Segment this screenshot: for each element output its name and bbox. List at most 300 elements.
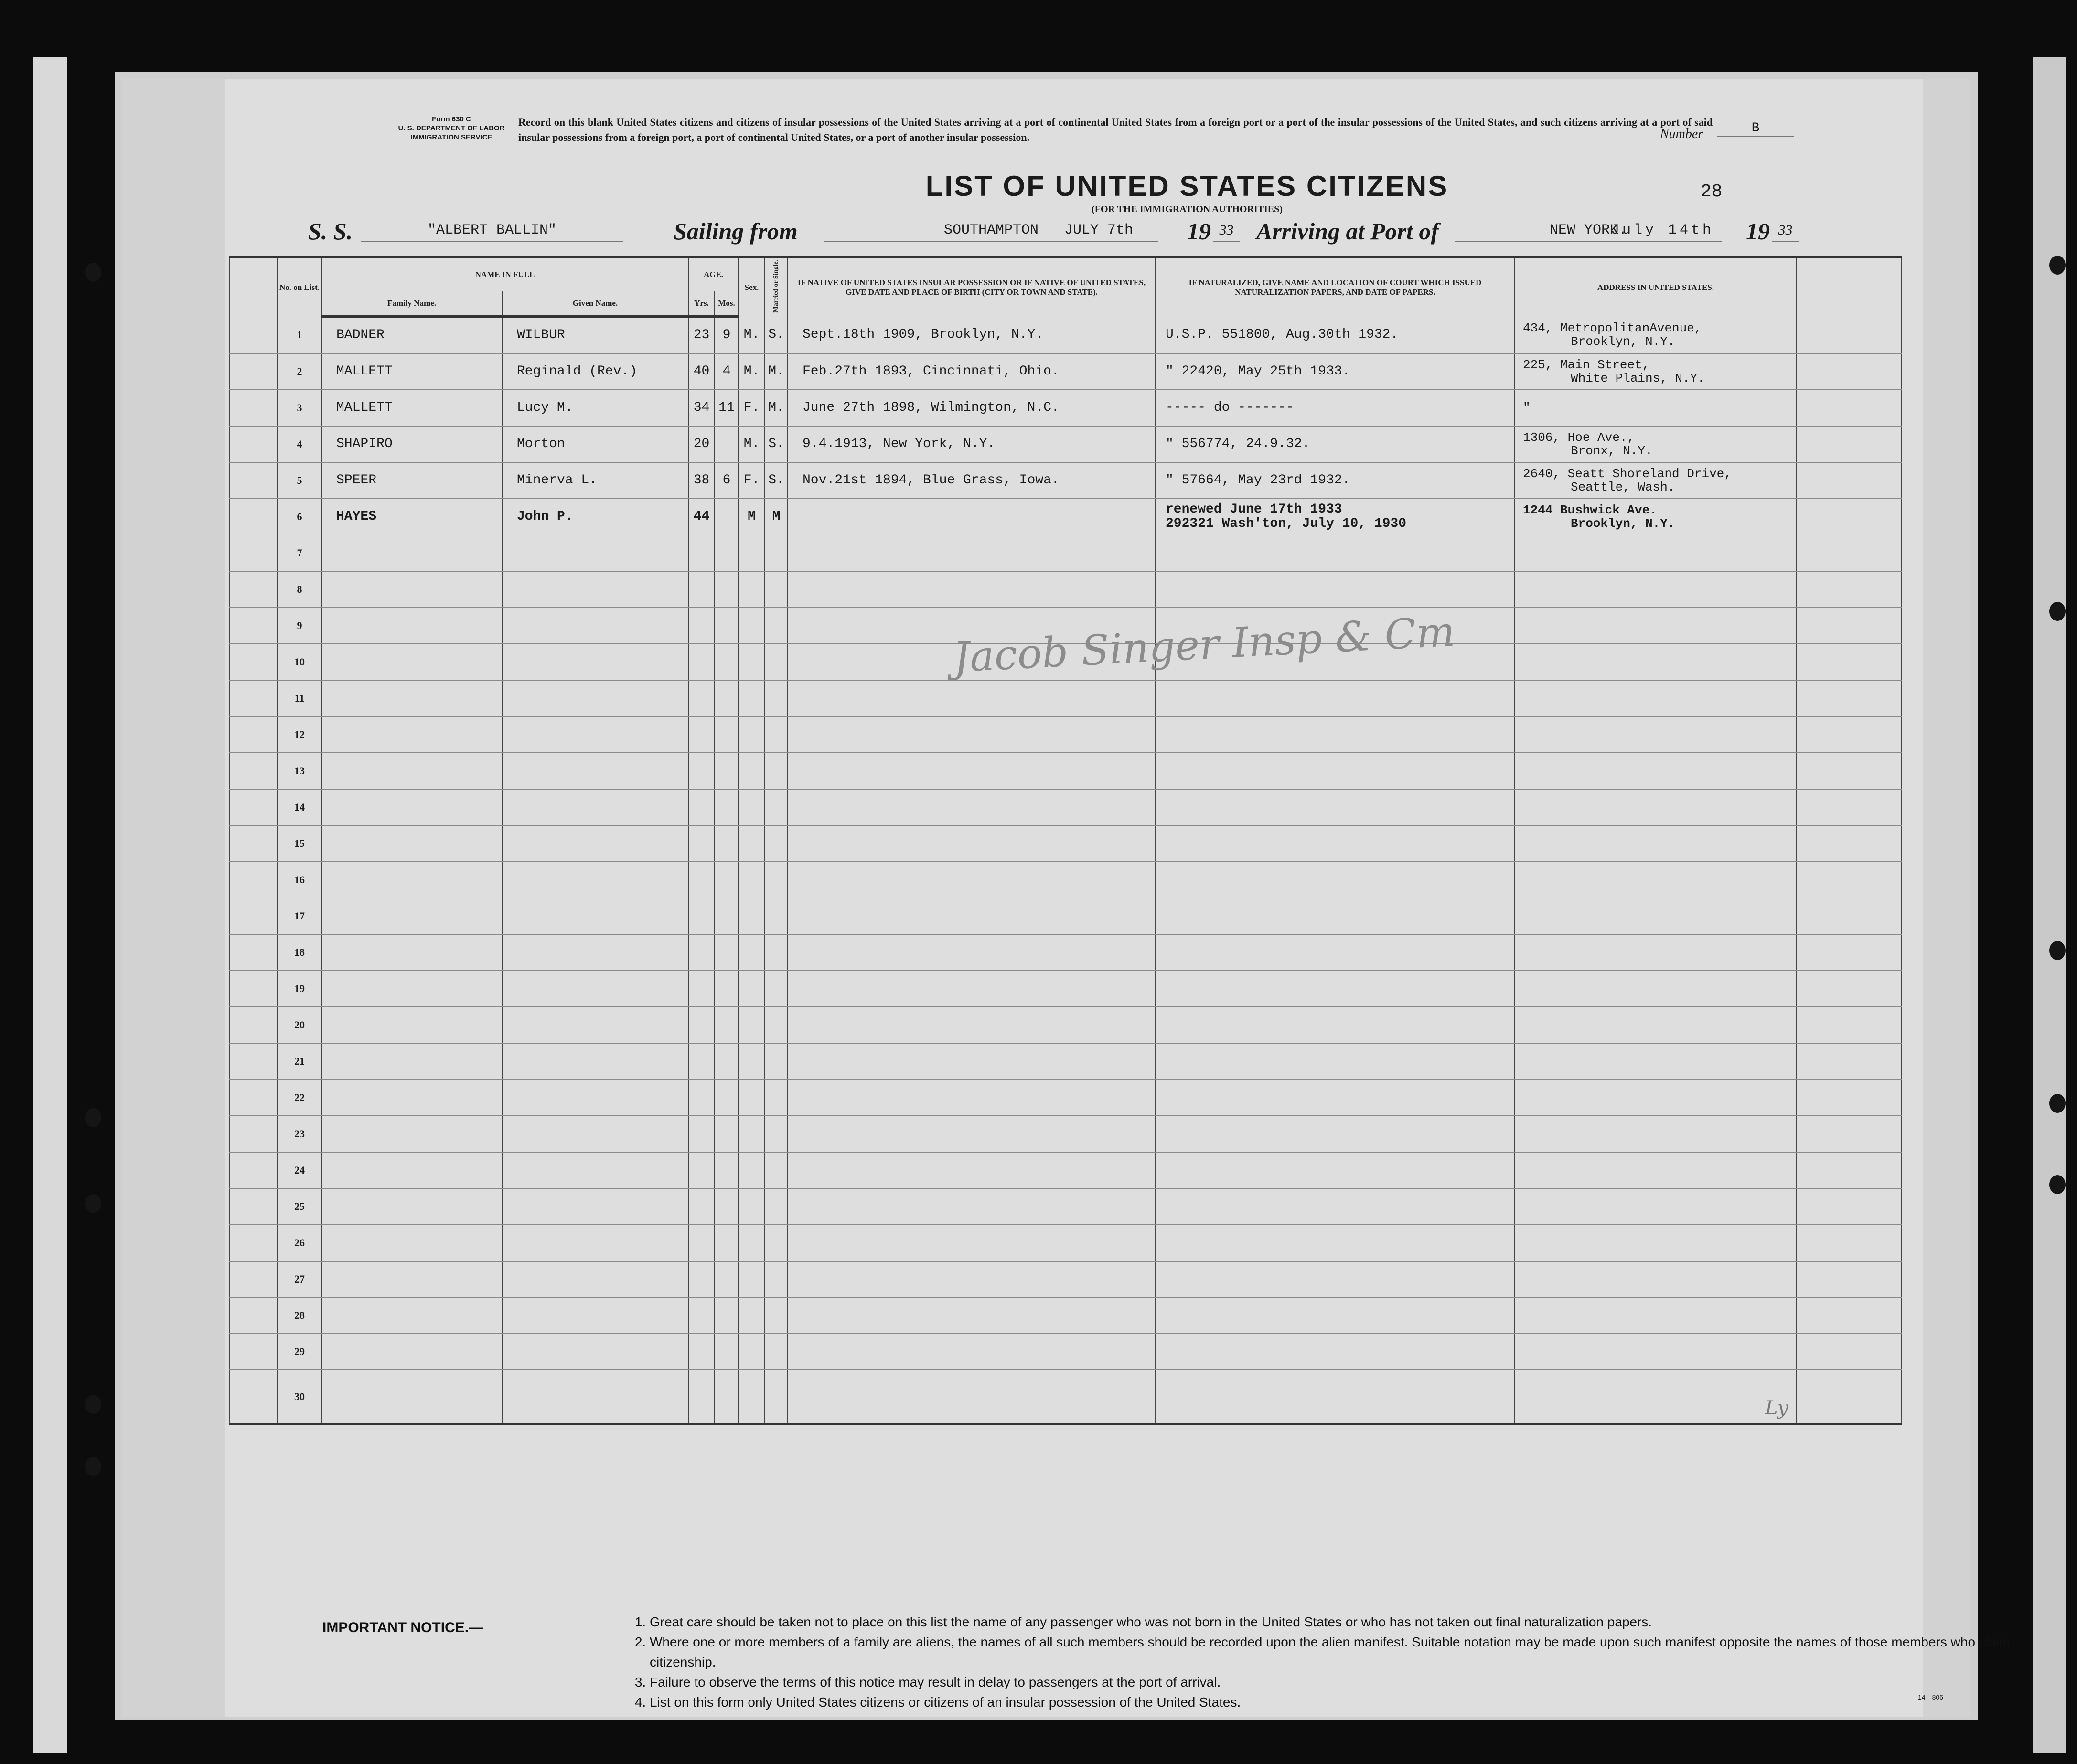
age-years: 40 bbox=[688, 353, 715, 390]
row-number: 29 bbox=[278, 1334, 321, 1370]
age-months bbox=[715, 1370, 739, 1424]
family-name bbox=[321, 1116, 502, 1152]
age-months bbox=[715, 1334, 739, 1370]
marital-status bbox=[765, 1188, 788, 1225]
handwritten-initials: Ly bbox=[1765, 1397, 1788, 1419]
naturalization bbox=[1156, 1152, 1515, 1188]
sex bbox=[739, 825, 765, 862]
margin-cell bbox=[230, 608, 278, 644]
address bbox=[1515, 426, 1797, 462]
row-number: 22 bbox=[278, 1080, 321, 1116]
table-row bbox=[230, 1188, 1902, 1225]
age-years bbox=[688, 608, 715, 644]
age-years bbox=[688, 862, 715, 898]
family-name bbox=[321, 753, 502, 789]
naturalization-line: " 57664, May 23rd 1932. bbox=[1166, 473, 1350, 488]
naturalization bbox=[1156, 680, 1515, 716]
family-name bbox=[321, 898, 502, 934]
sex bbox=[739, 898, 765, 934]
age-years bbox=[688, 1334, 715, 1370]
col-blank bbox=[1797, 257, 1902, 317]
col-name-in-full: NAME IN FULL bbox=[321, 257, 688, 291]
sex bbox=[739, 1261, 765, 1297]
given-name bbox=[502, 934, 688, 971]
age-years: 34 bbox=[688, 390, 715, 426]
marital-status: M. bbox=[765, 390, 788, 426]
table-row bbox=[230, 462, 1902, 499]
birth-info bbox=[788, 535, 1156, 571]
age-months bbox=[715, 426, 739, 462]
address bbox=[1515, 862, 1797, 898]
given-name bbox=[502, 971, 688, 1007]
row-number: 20 bbox=[278, 1007, 321, 1043]
sex bbox=[739, 571, 765, 608]
margin-cell bbox=[230, 1007, 278, 1043]
blank-cell bbox=[1797, 644, 1902, 680]
given-name bbox=[502, 716, 688, 753]
address bbox=[1515, 1043, 1797, 1080]
naturalization bbox=[1156, 353, 1515, 390]
birth-info: Feb.27th 1893, Cincinnati, Ohio. bbox=[788, 353, 1156, 390]
sex bbox=[739, 1297, 765, 1334]
naturalization bbox=[1156, 317, 1515, 354]
family-name bbox=[321, 571, 502, 608]
birth-info bbox=[788, 753, 1156, 789]
naturalization bbox=[1156, 934, 1515, 971]
binder-strip-right bbox=[2033, 57, 2066, 1753]
row-number: 26 bbox=[278, 1225, 321, 1261]
birth-info bbox=[788, 1152, 1156, 1188]
row-number: 8 bbox=[278, 571, 321, 608]
naturalization bbox=[1156, 971, 1515, 1007]
given-name bbox=[502, 1334, 688, 1370]
marital-status bbox=[765, 1043, 788, 1080]
departure-date: JULY 7th bbox=[1064, 222, 1134, 238]
binder-hole bbox=[85, 1108, 101, 1127]
birth-info: Nov.21st 1894, Blue Grass, Iowa. bbox=[788, 462, 1156, 499]
margin-column bbox=[230, 257, 278, 317]
marital-status bbox=[765, 644, 788, 680]
age-years bbox=[688, 571, 715, 608]
blank-cell bbox=[1797, 1334, 1902, 1370]
sex bbox=[739, 1116, 765, 1152]
sex bbox=[739, 1188, 765, 1225]
address bbox=[1515, 1261, 1797, 1297]
arrival-year: 33 bbox=[1772, 222, 1799, 242]
address bbox=[1515, 971, 1797, 1007]
margin-cell bbox=[230, 1370, 278, 1424]
arrival-date: July 14th bbox=[1610, 222, 1714, 238]
given-name bbox=[502, 862, 688, 898]
margin-cell bbox=[230, 825, 278, 862]
given-name bbox=[502, 1188, 688, 1225]
sex bbox=[739, 608, 765, 644]
sex: F. bbox=[739, 462, 765, 499]
blank-cell bbox=[1797, 353, 1902, 390]
age-years: 38 bbox=[688, 462, 715, 499]
age-years bbox=[688, 1370, 715, 1424]
sex bbox=[739, 1080, 765, 1116]
address bbox=[1515, 353, 1797, 390]
form-line: IMMIGRATION SERVICE bbox=[410, 133, 492, 141]
sailing-from-label: Sailing from bbox=[674, 218, 798, 245]
given-name bbox=[502, 753, 688, 789]
age-months bbox=[715, 1152, 739, 1188]
given-name bbox=[502, 1261, 688, 1297]
margin-cell bbox=[230, 1261, 278, 1297]
col-married-label: Married or Single. bbox=[772, 259, 780, 313]
naturalization bbox=[1156, 535, 1515, 571]
blank-cell bbox=[1797, 1043, 1902, 1080]
age-months bbox=[715, 1297, 739, 1334]
address bbox=[1515, 789, 1797, 825]
col-address: ADDRESS IN UNITED STATES. bbox=[1515, 257, 1797, 317]
naturalization bbox=[1156, 1116, 1515, 1152]
marital-status: S. bbox=[765, 426, 788, 462]
naturalization bbox=[1156, 825, 1515, 862]
marital-status: M. bbox=[765, 353, 788, 390]
blank-cell bbox=[1797, 1116, 1902, 1152]
birth-info bbox=[788, 898, 1156, 934]
blank-cell bbox=[1797, 1152, 1902, 1188]
row-number: 10 bbox=[278, 644, 321, 680]
marital-status bbox=[765, 825, 788, 862]
family-name bbox=[321, 1370, 502, 1424]
sex bbox=[739, 644, 765, 680]
row-number: 1 bbox=[278, 317, 321, 354]
naturalization bbox=[1156, 1007, 1515, 1043]
blank-cell bbox=[1797, 1261, 1902, 1297]
binder-hole bbox=[2049, 602, 2066, 621]
margin-cell bbox=[230, 390, 278, 426]
birth-info bbox=[788, 1007, 1156, 1043]
sex bbox=[739, 789, 765, 825]
birth-info bbox=[788, 716, 1156, 753]
notice-heading: IMPORTANT NOTICE.— bbox=[322, 1620, 483, 1636]
address bbox=[1515, 1116, 1797, 1152]
naturalization bbox=[1156, 1225, 1515, 1261]
address-line: White Plains, N.Y. bbox=[1571, 371, 1705, 385]
family-name bbox=[321, 1334, 502, 1370]
family-name: MALLETT bbox=[321, 353, 502, 390]
family-name: HAYES bbox=[321, 499, 502, 535]
col-married bbox=[765, 257, 788, 317]
marital-status: S. bbox=[765, 317, 788, 354]
address-line: Bronx, N.Y. bbox=[1571, 444, 1653, 458]
age-months bbox=[715, 1080, 739, 1116]
row-number: 6 bbox=[278, 499, 321, 535]
birth-info bbox=[788, 971, 1156, 1007]
form-line: Form 630 C bbox=[432, 115, 471, 123]
given-name: Reginald (Rev.) bbox=[502, 353, 688, 390]
row-number: 14 bbox=[278, 789, 321, 825]
age-months bbox=[715, 716, 739, 753]
blank-cell bbox=[1797, 317, 1902, 354]
given-name bbox=[502, 680, 688, 716]
birth-info bbox=[788, 825, 1156, 862]
naturalization bbox=[1156, 1080, 1515, 1116]
given-name: John P. bbox=[502, 499, 688, 535]
margin-cell bbox=[230, 1297, 278, 1334]
margin-cell bbox=[230, 862, 278, 898]
given-name bbox=[502, 1370, 688, 1424]
naturalization bbox=[1156, 898, 1515, 934]
row-number: 17 bbox=[278, 898, 321, 934]
age-years bbox=[688, 971, 715, 1007]
row-number: 12 bbox=[278, 716, 321, 753]
age-months bbox=[715, 1043, 739, 1080]
blank-cell bbox=[1797, 789, 1902, 825]
address bbox=[1515, 317, 1797, 354]
col-family-name: Family Name. bbox=[321, 291, 502, 317]
binder-hole bbox=[85, 263, 101, 282]
marital-status bbox=[765, 898, 788, 934]
age-years bbox=[688, 898, 715, 934]
address bbox=[1515, 1080, 1797, 1116]
given-name bbox=[502, 1225, 688, 1261]
naturalization bbox=[1156, 1297, 1515, 1334]
marital-status bbox=[765, 862, 788, 898]
margin-cell bbox=[230, 753, 278, 789]
page-title: LIST OF UNITED STATES CITIZENS bbox=[925, 170, 1449, 202]
birth-info: 9.4.1913, New York, N.Y. bbox=[788, 426, 1156, 462]
family-name bbox=[321, 934, 502, 971]
margin-cell bbox=[230, 353, 278, 390]
family-name bbox=[321, 862, 502, 898]
family-name: BADNER bbox=[321, 317, 502, 354]
naturalization bbox=[1156, 862, 1515, 898]
margin-cell bbox=[230, 680, 278, 716]
binder-hole bbox=[2049, 256, 2066, 275]
binder-strip-left bbox=[33, 57, 67, 1753]
row-number: 19 bbox=[278, 971, 321, 1007]
age-years bbox=[688, 1007, 715, 1043]
age-months bbox=[715, 971, 739, 1007]
notice-item: 1. Great care should be taken not to place on this list the name of any passenger who was not born in the United States or who has not taken out final naturalization papers. bbox=[650, 1612, 2011, 1632]
birth-info bbox=[788, 1370, 1156, 1424]
birth-info bbox=[788, 934, 1156, 971]
blank-cell bbox=[1797, 862, 1902, 898]
marital-status bbox=[765, 608, 788, 644]
address-line: 434, MetropolitanAvenue, bbox=[1523, 321, 1702, 335]
marital-status bbox=[765, 1370, 788, 1424]
age-months bbox=[715, 1225, 739, 1261]
address bbox=[1515, 934, 1797, 971]
table-row bbox=[230, 1297, 1902, 1334]
birth-info bbox=[788, 789, 1156, 825]
family-name bbox=[321, 1043, 502, 1080]
blank-cell bbox=[1797, 934, 1902, 971]
departure-port: SOUTHAMPTON bbox=[824, 222, 1158, 242]
family-name bbox=[321, 1080, 502, 1116]
blank-cell bbox=[1797, 825, 1902, 862]
blank-cell bbox=[1797, 1188, 1902, 1225]
margin-cell bbox=[230, 971, 278, 1007]
blank-cell bbox=[1797, 1370, 1902, 1424]
family-name bbox=[321, 1297, 502, 1334]
naturalization-line: " 556774, 24.9.32. bbox=[1166, 437, 1310, 451]
blank-cell bbox=[1797, 608, 1902, 644]
marital-status bbox=[765, 1116, 788, 1152]
family-name bbox=[321, 1188, 502, 1225]
birth-info bbox=[788, 680, 1156, 716]
sex: M. bbox=[739, 317, 765, 354]
marital-status bbox=[765, 1080, 788, 1116]
table-row bbox=[230, 862, 1902, 898]
family-name bbox=[321, 789, 502, 825]
table-row bbox=[230, 317, 1902, 354]
binder-hole bbox=[2049, 1094, 2066, 1113]
age-months bbox=[715, 1188, 739, 1225]
birth-info bbox=[788, 1043, 1156, 1080]
table-row bbox=[230, 353, 1902, 390]
marital-status bbox=[765, 971, 788, 1007]
age-months bbox=[715, 571, 739, 608]
departure-year: 33 bbox=[1213, 222, 1240, 242]
given-name: Lucy M. bbox=[502, 390, 688, 426]
age-months: 9 bbox=[715, 317, 739, 354]
age-years bbox=[688, 680, 715, 716]
age-years bbox=[688, 1297, 715, 1334]
sex bbox=[739, 1334, 765, 1370]
row-number: 30 bbox=[278, 1370, 321, 1424]
naturalization-line: U.S.P. 551800, Aug.30th 1932. bbox=[1166, 327, 1399, 342]
col-given-name: Given Name. bbox=[502, 291, 688, 317]
age-months: 6 bbox=[715, 462, 739, 499]
birth-info bbox=[788, 1334, 1156, 1370]
naturalization-line: " 22420, May 25th 1933. bbox=[1166, 364, 1350, 379]
age-months bbox=[715, 862, 739, 898]
margin-cell bbox=[230, 462, 278, 499]
given-name bbox=[502, 1007, 688, 1043]
binder-hole bbox=[85, 1395, 101, 1414]
table-row bbox=[230, 1152, 1902, 1188]
family-name: SHAPIRO bbox=[321, 426, 502, 462]
address-line: 1244 Bushwick Ave. bbox=[1523, 503, 1657, 517]
given-name bbox=[502, 608, 688, 644]
row-number: 15 bbox=[278, 825, 321, 862]
given-name bbox=[502, 825, 688, 862]
arriving-label: Arriving at Port of bbox=[1256, 218, 1439, 245]
marital-status bbox=[765, 716, 788, 753]
family-name bbox=[321, 825, 502, 862]
row-number: 2 bbox=[278, 353, 321, 390]
intro-instructions: Record on this blank United States citizens and citizens of insular possessions of the United States arriving at a port of continental United States from a foreign port or a port of the insular possessions of the United States, and such citizens arriving at a port of said insular possessions from a foreign port, a port of continental United States, or a port of another insular possession. bbox=[518, 116, 1713, 143]
age-years bbox=[688, 644, 715, 680]
marital-status bbox=[765, 1007, 788, 1043]
family-name bbox=[321, 971, 502, 1007]
sex: M. bbox=[739, 426, 765, 462]
marital-status bbox=[765, 1152, 788, 1188]
age-years: 44 bbox=[688, 499, 715, 535]
age-months: 11 bbox=[715, 390, 739, 426]
table-row bbox=[230, 499, 1902, 535]
address-line: " bbox=[1523, 401, 1531, 415]
sex bbox=[739, 934, 765, 971]
col-yrs: Yrs. bbox=[688, 291, 715, 317]
blank-cell bbox=[1797, 426, 1902, 462]
margin-cell bbox=[230, 644, 278, 680]
number-value: B bbox=[1717, 121, 1794, 137]
family-name: MALLETT bbox=[321, 390, 502, 426]
marital-status bbox=[765, 789, 788, 825]
col-age: AGE. bbox=[688, 257, 739, 291]
family-name bbox=[321, 1261, 502, 1297]
age-months bbox=[715, 1261, 739, 1297]
age-years: 23 bbox=[688, 317, 715, 354]
marital-status bbox=[765, 680, 788, 716]
blank-cell bbox=[1797, 898, 1902, 934]
departure-year-prefix: 19 bbox=[1187, 218, 1211, 245]
sex: M. bbox=[739, 353, 765, 390]
given-name bbox=[502, 789, 688, 825]
arrival-year-prefix: 19 bbox=[1746, 218, 1770, 245]
table-row bbox=[230, 390, 1902, 426]
address bbox=[1515, 644, 1797, 680]
col-no: No. on List. bbox=[278, 257, 321, 317]
family-name bbox=[321, 680, 502, 716]
margin-cell bbox=[230, 571, 278, 608]
binder-hole bbox=[2049, 1175, 2066, 1194]
col-sex: Sex. bbox=[739, 257, 765, 317]
naturalization bbox=[1156, 789, 1515, 825]
address bbox=[1515, 462, 1797, 499]
sex bbox=[739, 535, 765, 571]
given-name: Morton bbox=[502, 426, 688, 462]
table-row bbox=[230, 426, 1902, 462]
naturalization-line: ----- do ------- bbox=[1166, 400, 1294, 415]
col-birth: IF NATIVE OF UNITED STATES INSULAR POSSESSION OR IF NATIVE OF UNITED STATES, GIVE DATE AND PLACE OF BIRTH (CITY OR TOWN AND STATE). bbox=[788, 257, 1156, 317]
age-months bbox=[715, 499, 739, 535]
family-name bbox=[321, 1152, 502, 1188]
address-line: Brooklyn, N.Y. bbox=[1571, 516, 1675, 531]
birth-info: Sept.18th 1909, Brooklyn, N.Y. bbox=[788, 317, 1156, 354]
address bbox=[1515, 1007, 1797, 1043]
sex bbox=[739, 1043, 765, 1080]
given-name bbox=[502, 898, 688, 934]
birth-info bbox=[788, 1225, 1156, 1261]
address bbox=[1515, 1188, 1797, 1225]
marital-status bbox=[765, 1297, 788, 1334]
margin-cell bbox=[230, 1188, 278, 1225]
address-line: 2640, Seatt Shoreland Drive, bbox=[1523, 467, 1732, 481]
sex bbox=[739, 716, 765, 753]
given-name bbox=[502, 1297, 688, 1334]
row-number: 23 bbox=[278, 1116, 321, 1152]
age-months bbox=[715, 608, 739, 644]
age-years bbox=[688, 716, 715, 753]
blank-cell bbox=[1797, 1080, 1902, 1116]
margin-cell bbox=[230, 317, 278, 354]
age-months: 4 bbox=[715, 353, 739, 390]
marital-status bbox=[765, 1261, 788, 1297]
age-months bbox=[715, 535, 739, 571]
naturalization bbox=[1156, 1261, 1515, 1297]
blank-cell bbox=[1797, 535, 1902, 571]
age-months bbox=[715, 1007, 739, 1043]
row-number: 11 bbox=[278, 680, 321, 716]
marital-status bbox=[765, 753, 788, 789]
given-name: Minerva L. bbox=[502, 462, 688, 499]
address bbox=[1515, 825, 1797, 862]
ss-label: S. S. bbox=[308, 218, 353, 245]
address bbox=[1515, 716, 1797, 753]
age-years bbox=[688, 825, 715, 862]
family-name bbox=[321, 608, 502, 644]
age-years bbox=[688, 1261, 715, 1297]
margin-cell bbox=[230, 1043, 278, 1080]
birth-info: June 27th 1898, Wilmington, N.C. bbox=[788, 390, 1156, 426]
